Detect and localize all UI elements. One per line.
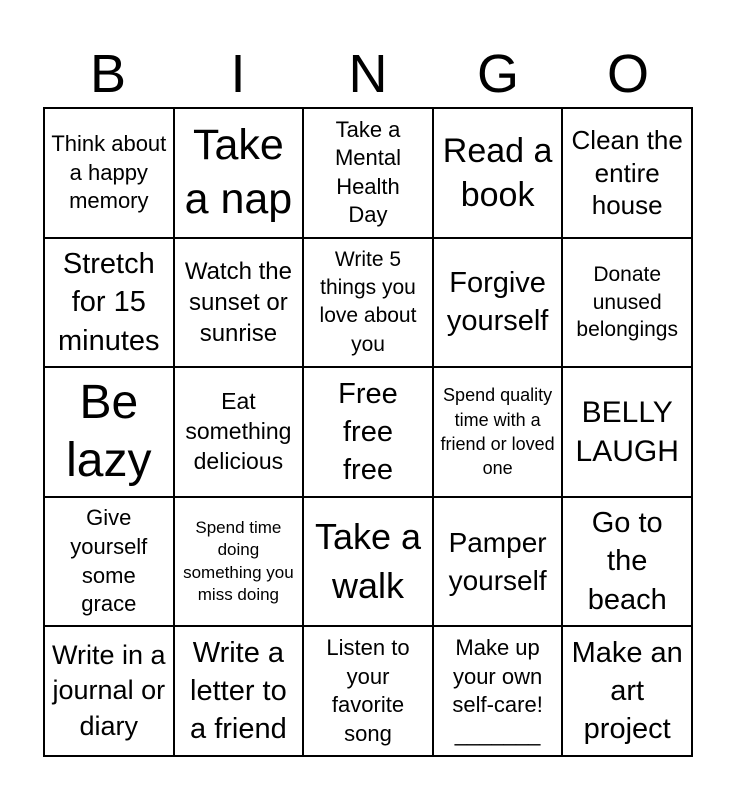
bingo-cell[interactable]: Forgive yourself [433,238,563,368]
bingo-header [43,40,693,108]
bingo-cell[interactable]: Free free free [303,367,433,497]
bingo-cell[interactable]: Take a Mental Health Day [303,108,433,238]
bingo-cell[interactable]: Take a walk [303,497,433,627]
bingo-cell[interactable]: Pamper yourself [433,497,563,627]
bingo-cell[interactable]: Stretch for 15 minutes [44,238,174,368]
bingo-cell[interactable]: Read a book [433,108,563,238]
header-letter-g: G [476,44,519,104]
header-letter-b: B [89,44,127,104]
bingo-cell[interactable]: Make up your own self-care! _______ [433,626,563,756]
bingo-cell[interactable]: Listen to your favorite song [303,626,433,756]
bingo-cell[interactable]: Go to the beach [562,497,692,627]
bingo-cell[interactable]: Write a letter to a friend [174,626,304,756]
bingo-cell[interactable]: Clean the entire house [562,108,692,238]
header-letter-o: O [606,44,649,104]
bingo-cell[interactable]: Think about a happy memory [44,108,174,238]
bingo-cell[interactable]: Make an art project [562,626,692,756]
bingo-cell[interactable]: Write 5 things you love about you [303,238,433,368]
header-letter-n: N [348,44,388,104]
bingo-cell[interactable]: Write in a journal or diary [44,626,174,756]
header-letter-i: I [230,44,246,104]
bingo-cell[interactable]: Eat something delicious [174,367,304,497]
bingo-cell[interactable]: Be lazy [44,367,174,497]
bingo-cell[interactable]: Donate unused belongings [562,238,692,368]
bingo-cell[interactable]: Watch the sunset or sunrise [174,238,304,368]
bingo-cell[interactable]: Spend quality time with a friend or loved one [433,367,563,497]
bingo-cell[interactable]: Take a nap [174,108,304,238]
bingo-cell[interactable]: Spend time doing something you miss doing [174,497,304,627]
bingo-grid [43,107,693,757]
bingo-cell[interactable]: BELLY LAUGH [562,367,692,497]
bingo-cell[interactable]: Give yourself some grace [44,497,174,627]
